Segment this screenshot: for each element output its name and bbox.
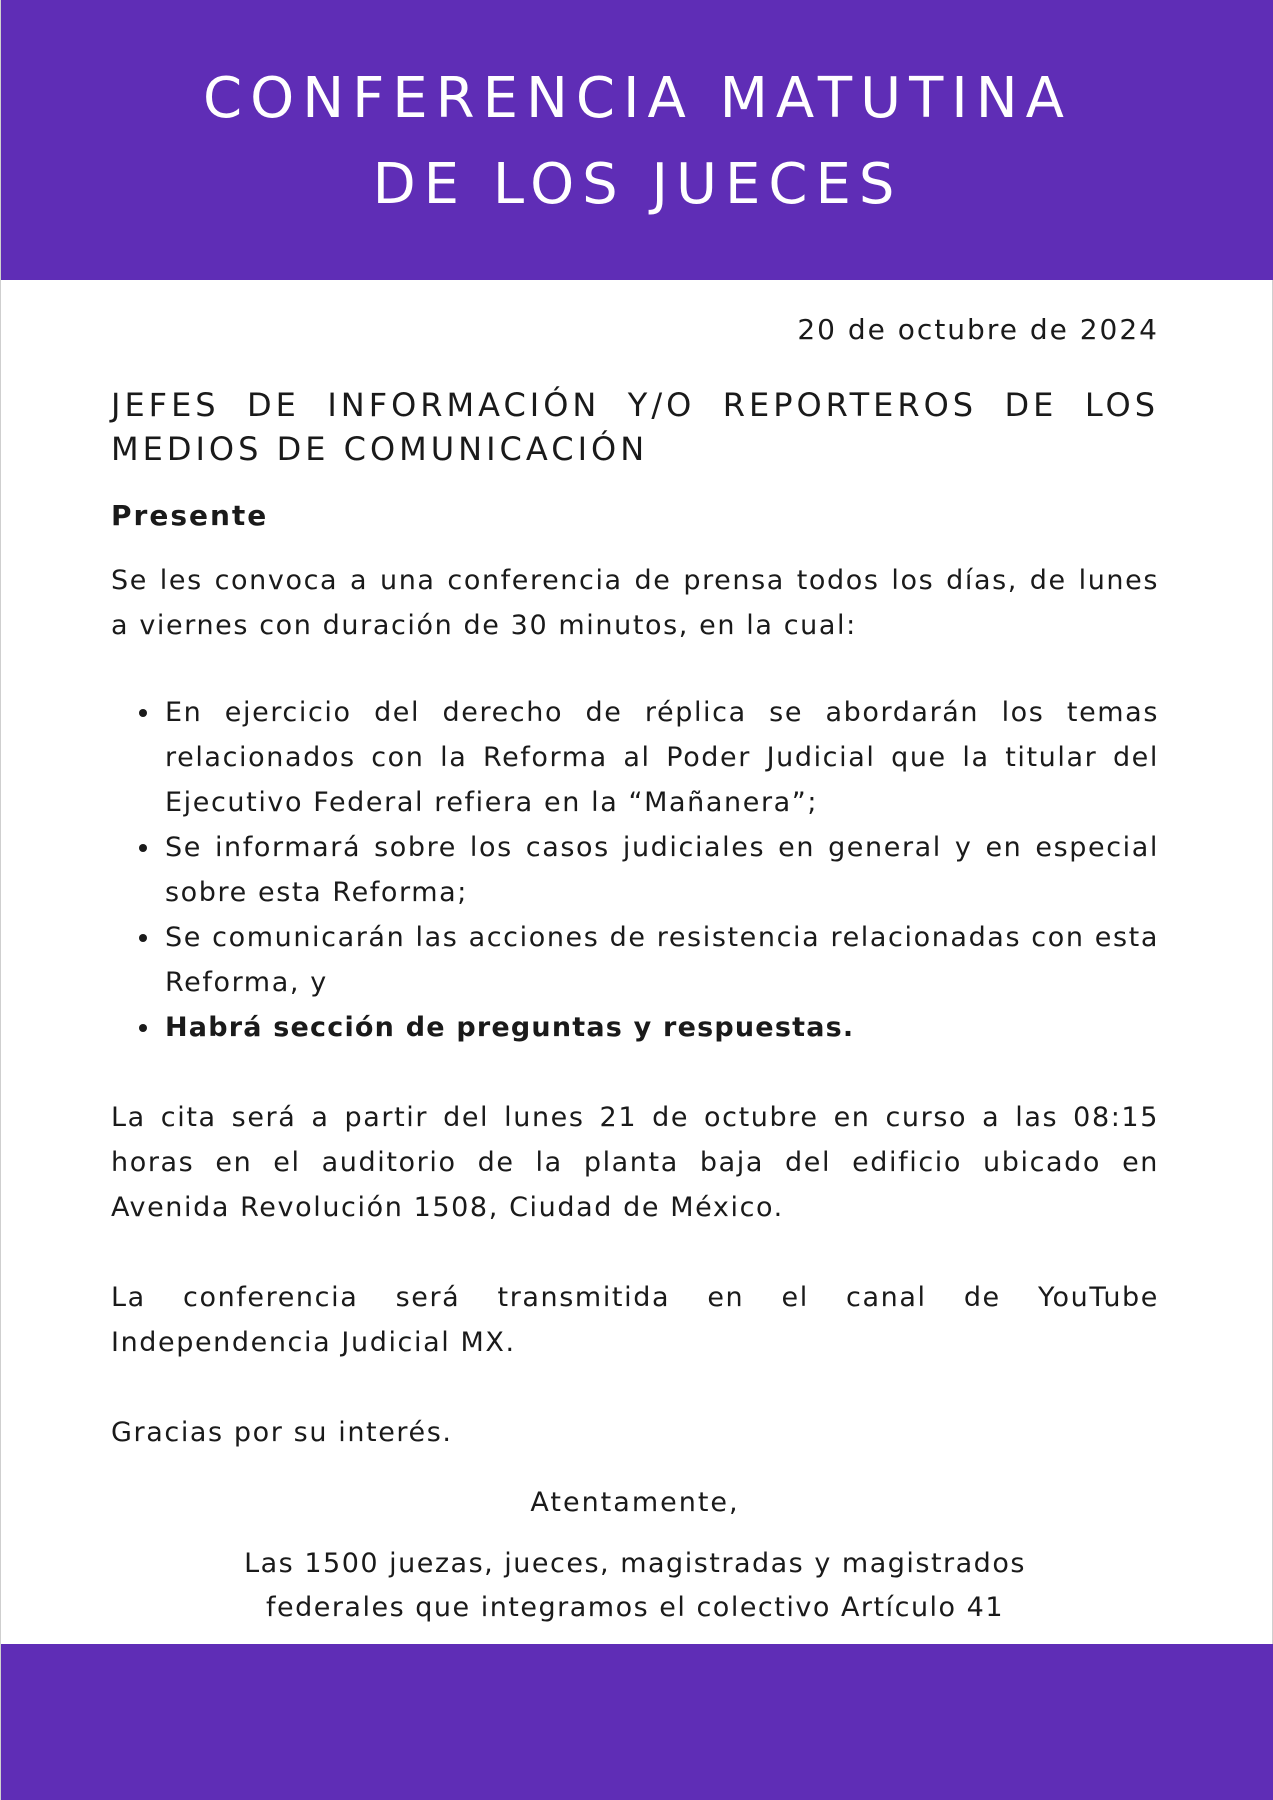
appointment-paragraph: La cita será a partir del lunes 21 de octubre en curso a las 08:15 horas en el auditorio de la planta baja del edificio ubicado en Avenida Revolución 1508, Ciudad de México. [111,1102,1159,1224]
letter-body [111,280,1159,1630]
header-title-line-2: DE LOS JUECES [372,152,903,217]
signature [111,1542,1159,1630]
closing: Atentamente, [530,1487,740,1519]
list-item: En ejercicio del derecho de réplica se abordarán los temas relacionados con la Reforma al Poder Judicial que la titular del Ejecutivo Federal refiera en la “Mañanera”; [165,690,1159,825]
letter-date: 20 de octubre de 2024 [797,313,1159,346]
addressee: JEFES DE INFORMACIÓN Y/O REPORTEROS DE LOS MEDIOS DE COMUNICACIÓN [111,385,1159,468]
footer-band [1,1644,1273,1800]
signature-line-2: federales que integramos el colectivo Artículo 41 [265,1591,1005,1623]
stream-paragraph: La conferencia será transmitida en el canal de YouTube Independencia Judicial MX. [111,1282,1159,1359]
salutation: Presente [111,498,269,532]
signature-line-1: Las 1500 juezas, jueces, magistradas y magistrados [244,1547,1026,1579]
list-item: Se informará sobre los casos judiciales en general y en especial sobre esta Reforma; [165,825,1159,915]
list-item: Se comunicarán las acciones de resistencia relacionadas con esta Reforma, y [165,915,1159,1005]
header-band [1,0,1273,280]
list-item-qa: Habrá sección de preguntas y respuestas. [165,1005,1159,1050]
topics-list [111,690,1159,1050]
intro-paragraph: Se les convoca a una conferencia de prensa todos los días, de lunes a viernes con duración de 30 minutos, en la cual: [111,565,1159,642]
thanks-paragraph: Gracias por su interés. [111,1417,453,1449]
header-title-line-1: CONFERENCIA MATUTINA [203,66,1072,131]
